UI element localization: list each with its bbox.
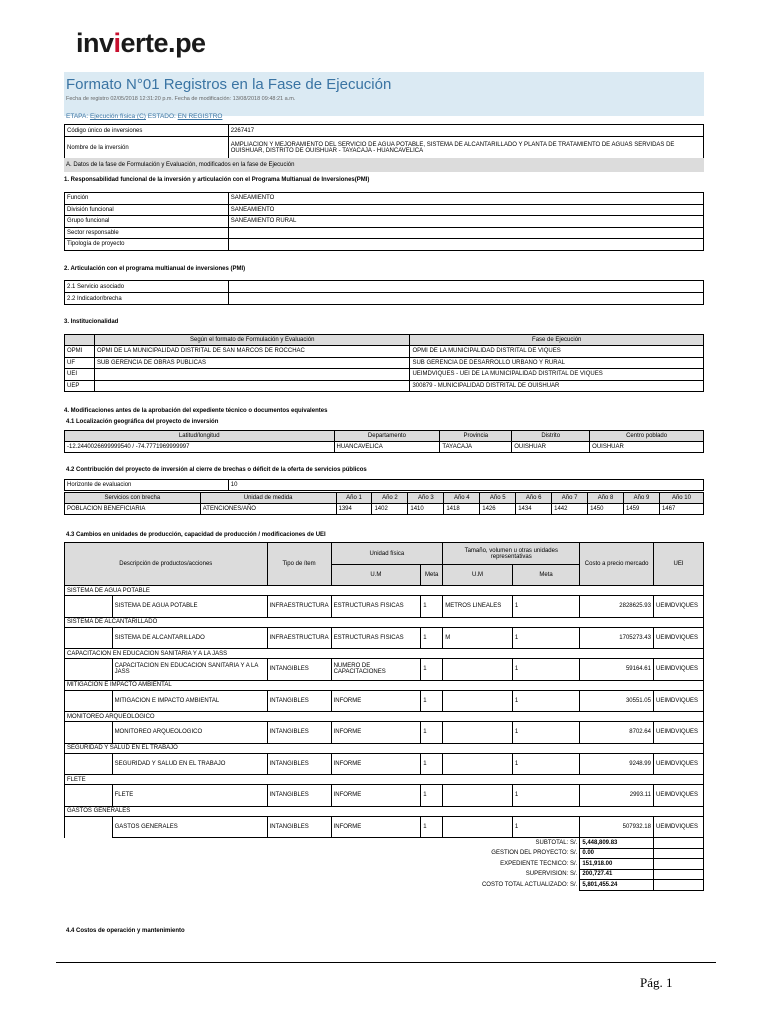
- brecha-value: 1418: [444, 504, 480, 515]
- brecha-header: Año 2: [372, 493, 408, 504]
- indent-cell: [65, 753, 113, 775]
- unit-meta: 1: [421, 690, 443, 712]
- item-type: INTANGIBLES: [267, 753, 331, 775]
- product-desc: MITIGACION E IMPACTO AMBIENTAL: [112, 690, 267, 712]
- s3-key: UF: [65, 357, 95, 369]
- registration-dates: Fecha de registro 02/05/2018 12:31:20 p.m. Fecha de modificación: 13/08/2018 09:48:21 a.m.: [66, 96, 296, 102]
- unit-um: NUMERO DE CAPACITACIONES: [331, 659, 421, 681]
- brecha-value: 1402: [372, 504, 408, 515]
- uei-value: UEIMDVIQUES: [653, 753, 703, 775]
- total-empty: [653, 848, 703, 859]
- page-number: Pág. 1: [640, 975, 673, 990]
- s3-table: [64, 334, 704, 392]
- total-empty: [653, 869, 703, 880]
- unit-meta: 1: [421, 722, 443, 744]
- total-label: [65, 859, 580, 870]
- brecha-header: Año 1: [336, 493, 372, 504]
- table-row: [65, 369, 704, 381]
- horizonte-label: Horizonte de evaluacion: [65, 480, 229, 491]
- total-row: [65, 838, 704, 849]
- total-label: [65, 838, 580, 849]
- category-row: [65, 775, 704, 785]
- t43-header-um1: U.M: [331, 565, 421, 586]
- s2-table: [64, 280, 704, 305]
- t43-header-tamano: Tamaño, volumen u otras unidades representativas: [443, 543, 580, 565]
- brecha-value: 1442: [552, 504, 588, 515]
- section-a-title: A. Datos de la fase de Formulación y Evaluación, modificados en la fase de Ejecución: [64, 158, 704, 172]
- t43-header-desc: Descripción de productos/acciones: [65, 543, 268, 586]
- unit-um: INFORME: [331, 816, 421, 838]
- brecha-value: 1459: [624, 504, 660, 515]
- location-value: OUISHUAR: [590, 442, 704, 453]
- status-label: ESTADO:: [147, 113, 176, 120]
- size-meta: 1: [512, 816, 580, 838]
- s41-heading: 4.1 Localización geográfica del proyecto de inversión: [66, 419, 219, 425]
- item-type: INTANGIBLES: [267, 816, 331, 838]
- total-value: 5,448,809.83: [580, 838, 654, 849]
- category-label: FLETE: [65, 775, 704, 785]
- s3-formulacion: [94, 380, 409, 392]
- size-um: [443, 816, 513, 838]
- total-label: [65, 880, 580, 891]
- size-meta: 1: [512, 753, 580, 775]
- unit-meta: 1: [421, 753, 443, 775]
- size-meta: 1: [512, 722, 580, 744]
- s1-value: [228, 239, 703, 251]
- uei-value: UEIMDVIQUES: [653, 722, 703, 744]
- total-label: [65, 848, 580, 859]
- size-um: [443, 785, 513, 807]
- indent-cell: [65, 816, 113, 838]
- market-cost: 507932.18: [580, 816, 654, 838]
- location-header: Centro poblado: [590, 431, 704, 442]
- brecha-header: Año 4: [444, 493, 480, 504]
- brecha-value: ATENCIONES/AÑO: [200, 504, 336, 515]
- table-row: [65, 753, 704, 775]
- unit-meta: 1: [421, 785, 443, 807]
- unit-meta: 1: [421, 659, 443, 681]
- total-empty: [653, 838, 703, 849]
- total-value: 151,918.00: [580, 859, 654, 870]
- s1-value: SANEAMIENTO RURAL: [228, 216, 703, 228]
- total-row: [65, 880, 704, 891]
- item-type: INTANGIBLES: [267, 659, 331, 681]
- table-row: [65, 659, 704, 681]
- stage-line: [66, 113, 222, 120]
- total-value: 5,801,455.24: [580, 880, 654, 891]
- s3-ejecucion: UEIMDVIQUES - UEI DE LA MUNICIPALIDAD DISTRITAL DE VIQUES: [410, 369, 704, 381]
- unit-um: ESTRUCTURAS FISICAS: [331, 627, 421, 649]
- location-value: -12.2440026699999540 / -74.7771969999997: [65, 442, 335, 453]
- horizonte-value: 10: [228, 480, 703, 491]
- item-type: INFRAESTRUCTURA: [267, 596, 331, 618]
- stage-label: ETAPA:: [66, 113, 89, 120]
- t43-header-meta1: Meta: [421, 565, 443, 586]
- category-row: [65, 806, 704, 816]
- brecha-value: POBLACION BENEFICIARIA: [65, 504, 201, 515]
- item-type: INFRAESTRUCTURA: [267, 627, 331, 649]
- s2-heading: 2. Articulación con el programa multianual de inversiones (PMI): [64, 266, 246, 272]
- total-currency: S/.: [569, 850, 578, 857]
- nombre-value: AMPLIACION Y MEJORAMIENTO DEL SERVICIO DE AGUA POTABLE, SISTEMA DE ALCANTARILLADO Y PLANTA DE TRATAMIENTO DE AGUAS SERVIDAS DE OUISHUAR, DISTRITO DE OUISHUAR - TAYACAJA - HUANCAVELICA: [228, 137, 703, 159]
- product-desc: SISTEMA DE ALCANTARILLADO: [112, 627, 267, 649]
- s3-key: UEI: [65, 369, 95, 381]
- table-row: [65, 690, 704, 712]
- table-row: [65, 239, 704, 251]
- stage-value: Ejecución física (C): [89, 113, 146, 120]
- unit-meta: 1: [421, 627, 443, 649]
- codigo-label: Código único de inversiones: [65, 125, 229, 137]
- s2-value: [228, 281, 703, 293]
- category-row: [65, 712, 704, 722]
- total-label-text: COSTO TOTAL ACTUALIZADO:: [481, 881, 569, 888]
- s4-heading: 4. Modificaciones antes de la aprobación del expediente técnico o documentos equivalentes: [64, 408, 328, 414]
- t43-header-um2: U.M: [443, 565, 513, 586]
- t43-header-meta2: Meta: [512, 565, 580, 586]
- s1-label: Grupo funcional: [65, 216, 229, 228]
- brecha-value: 1410: [408, 504, 444, 515]
- category-row: [65, 680, 704, 690]
- total-label-text: GESTION DEL PROYECTO:: [491, 850, 569, 857]
- category-row: [65, 743, 704, 753]
- market-cost: 30551.05: [580, 690, 654, 712]
- total-currency: S/.: [569, 881, 578, 888]
- s3-header-empty: [65, 335, 95, 346]
- brecha-header: Año 7: [552, 493, 588, 504]
- s1-label: Función: [65, 193, 229, 205]
- category-row: [65, 649, 704, 659]
- unit-um: INFORME: [331, 785, 421, 807]
- market-cost: 1705273.43: [580, 627, 654, 649]
- table-row: [65, 204, 704, 216]
- production-table: [64, 542, 704, 891]
- unit-um: INFORME: [331, 722, 421, 744]
- location-value: TAYACAJA: [440, 442, 512, 453]
- s3-formulacion: SUB GERENCIA DE OBRAS PUBLICAS: [94, 357, 409, 369]
- footer-divider: [56, 962, 716, 963]
- codigo-value: 2267417: [228, 125, 703, 137]
- indent-cell: [65, 722, 113, 744]
- table-row: [65, 227, 704, 239]
- category-row: [65, 586, 704, 596]
- nombre-label: Nombre de la inversión: [65, 137, 229, 159]
- s3-ejecucion: OPMI DE LA MUNICIPALIDAD DISTRITAL DE VIQUES: [410, 346, 704, 358]
- total-currency: S/.: [569, 840, 578, 846]
- table-row: [65, 627, 704, 649]
- table-row: [65, 346, 704, 358]
- total-empty: [653, 859, 703, 870]
- brecha-header: Año 5: [480, 493, 516, 504]
- location-header: Departamento: [334, 431, 440, 442]
- table-row: [65, 785, 704, 807]
- page-title: Formato N°01 Registros en la Fase de Ejecución: [66, 76, 392, 93]
- horizonte-table: [64, 479, 704, 491]
- size-um: M: [443, 627, 513, 649]
- market-cost: 2828625.93: [580, 596, 654, 618]
- brecha-value: 1426: [480, 504, 516, 515]
- size-meta: 1: [512, 627, 580, 649]
- s2-value: [228, 293, 703, 305]
- table-row: [65, 216, 704, 228]
- brecha-header: Año 3: [408, 493, 444, 504]
- total-currency: S/.: [569, 871, 578, 878]
- s44-heading: 4.4 Costos de operación y mantenimiento: [66, 928, 185, 934]
- s1-label: División funcional: [65, 204, 229, 216]
- table-row: [65, 281, 704, 293]
- brecha-header: Unidad de medida: [200, 493, 336, 504]
- s1-value: [228, 227, 703, 239]
- s3-key: UEP: [65, 380, 95, 392]
- indent-cell: [65, 690, 113, 712]
- s3-heading: 3. Institucionalidad: [64, 319, 119, 325]
- s3-ejecucion: SUB GERENCIA DE DESARROLLO URBANO Y RURAL: [410, 357, 704, 369]
- category-label: CAPACITACION EN EDUCACION SANITARIA Y A LA JASS: [65, 649, 704, 659]
- uei-value: UEIMDVIQUES: [653, 659, 703, 681]
- location-header: Latitud/longitud: [65, 431, 335, 442]
- total-row: [65, 848, 704, 859]
- s3-header-formulacion: Según el formato de Formulación y Evaluación: [94, 335, 409, 346]
- t43-header-uei: UEI: [653, 543, 703, 586]
- indent-cell: [65, 627, 113, 649]
- product-desc: MONITOREO ARQUEOLOGICO: [112, 722, 267, 744]
- brecha-header: Servicios con brecha: [65, 493, 201, 504]
- s3-formulacion: [94, 369, 409, 381]
- size-um: [443, 753, 513, 775]
- total-value: 0.00: [580, 848, 654, 859]
- size-um: [443, 659, 513, 681]
- brecha-table: [64, 492, 704, 515]
- market-cost: 59164.61: [580, 659, 654, 681]
- item-type: INTANGIBLES: [267, 785, 331, 807]
- size-meta: 1: [512, 659, 580, 681]
- location-header: Distrito: [512, 431, 590, 442]
- s43-heading: 4.3 Cambios en unidades de producción, capacidad de producción / modificaciones de UEI: [66, 532, 326, 538]
- s1-label: Tipología de proyecto: [65, 239, 229, 251]
- s2-label: 2.2 Indicador/brecha: [65, 293, 229, 305]
- product-desc: SISTEMA DE AGUA POTABLE: [112, 596, 267, 618]
- category-label: MONITOREO ARQUEOLOGICO: [65, 712, 704, 722]
- size-meta: 1: [512, 596, 580, 618]
- size-um: [443, 722, 513, 744]
- total-value: 200,727.41: [580, 869, 654, 880]
- s3-key: OPMI: [65, 346, 95, 358]
- id-table: [64, 124, 704, 159]
- total-label: [65, 869, 580, 880]
- t43-header-unidad: Unidad física: [331, 543, 443, 565]
- brecha-value: 1467: [659, 504, 703, 515]
- location-value: OUISHUAR: [512, 442, 590, 453]
- size-um: METROS LINEALES: [443, 596, 513, 618]
- unit-meta: 1: [421, 816, 443, 838]
- product-desc: SEGURIDAD Y SALUD EN EL TRABAJO: [112, 753, 267, 775]
- product-desc: GASTOS GENERALES: [112, 816, 267, 838]
- total-empty: [653, 880, 703, 891]
- category-label: SISTEMA DE AGUA POTABLE: [65, 586, 704, 596]
- t43-header-tipo: Tipo de ítem: [267, 543, 331, 586]
- brecha-value: 1394: [336, 504, 372, 515]
- table-row: [65, 293, 704, 305]
- brecha-value: 1434: [516, 504, 552, 515]
- size-meta: 1: [512, 690, 580, 712]
- location-table: [64, 430, 704, 453]
- unit-um: INFORME: [331, 690, 421, 712]
- s3-header-ejecucion: Fase de Ejecución: [410, 335, 704, 346]
- table-row: [65, 596, 704, 618]
- s3-formulacion: OPMI DE LA MUNICIPALIDAD DISTRITAL DE SAN MARCOS DE ROCCHAC: [94, 346, 409, 358]
- s42-heading: 4.2 Contribución del proyecto de inversión al cierre de brechas o déficit de la oferta de servicios públicos: [66, 467, 367, 473]
- indent-cell: [65, 659, 113, 681]
- brecha-header: Año 6: [516, 493, 552, 504]
- unit-um: INFORME: [331, 753, 421, 775]
- s2-label: 2.1 Servicio asociado: [65, 281, 229, 293]
- total-label-text: SUBTOTAL:: [535, 840, 569, 846]
- product-desc: CAPACITACION EN EDUCACION SANITARIA Y A LA JASS: [112, 659, 267, 681]
- indent-cell: [65, 785, 113, 807]
- uei-value: UEIMDVIQUES: [653, 596, 703, 618]
- category-label: SEGURIDAD Y SALUD EN EL TRABAJO: [65, 743, 704, 753]
- uei-value: UEIMDVIQUES: [653, 690, 703, 712]
- brecha-value: 1450: [588, 504, 624, 515]
- market-cost: 8702.64: [580, 722, 654, 744]
- total-row: [65, 859, 704, 870]
- brecha-header: Año 10: [659, 493, 703, 504]
- s1-label: Sector responsable: [65, 227, 229, 239]
- table-row: [65, 816, 704, 838]
- unit-meta: 1: [421, 596, 443, 618]
- indent-cell: [65, 596, 113, 618]
- product-desc: FLETE: [112, 785, 267, 807]
- uei-value: UEIMDVIQUES: [653, 816, 703, 838]
- uei-value: UEIMDVIQUES: [653, 627, 703, 649]
- total-currency: S/.: [569, 860, 578, 867]
- brecha-header: Año 8: [588, 493, 624, 504]
- t43-header-costo: Costo a precio mercado: [580, 543, 654, 586]
- size-um: [443, 690, 513, 712]
- table-row: [65, 722, 704, 744]
- status-value: EN REGISTRO: [177, 113, 223, 120]
- size-meta: 1: [512, 785, 580, 807]
- uei-value: UEIMDVIQUES: [653, 785, 703, 807]
- category-row: [65, 617, 704, 627]
- s1-heading: 1. Responsabilidad funcional de la inversión y articulación con el Programa Multianual de Inversiones(PMI): [64, 177, 370, 183]
- table-row: [65, 193, 704, 205]
- category-label: MITIGACION E IMPACTO AMBIENTAL: [65, 680, 704, 690]
- unit-um: ESTRUCTURAS FISICAS: [331, 596, 421, 618]
- s1-value: SANEAMIENTO: [228, 204, 703, 216]
- location-value: HUANCAVELICA: [334, 442, 440, 453]
- item-type: INTANGIBLES: [267, 690, 331, 712]
- table-row: [65, 380, 704, 392]
- location-header: Provincia: [440, 431, 512, 442]
- market-cost: 2993.11: [580, 785, 654, 807]
- s1-table: [64, 192, 704, 251]
- market-cost: 9248.99: [580, 753, 654, 775]
- total-row: [65, 869, 704, 880]
- table-row: [65, 357, 704, 369]
- total-label-text: EXPEDIENTE TECNICO:: [500, 860, 569, 867]
- brecha-header: Año 9: [624, 493, 660, 504]
- invierte-logo: invierte.pe: [76, 28, 206, 58]
- s3-ejecucion: 300879 - MUNICIPALIDAD DISTRITAL DE OUISHUAR: [410, 380, 704, 392]
- category-label: GASTOS GENERALES: [65, 806, 704, 816]
- item-type: INTANGIBLES: [267, 722, 331, 744]
- total-label-text: SUPERVISION:: [525, 871, 569, 878]
- category-label: SISTEMA DE ALCANTARILLADO: [65, 617, 704, 627]
- s1-value: SANEAMIENTO: [228, 193, 703, 205]
